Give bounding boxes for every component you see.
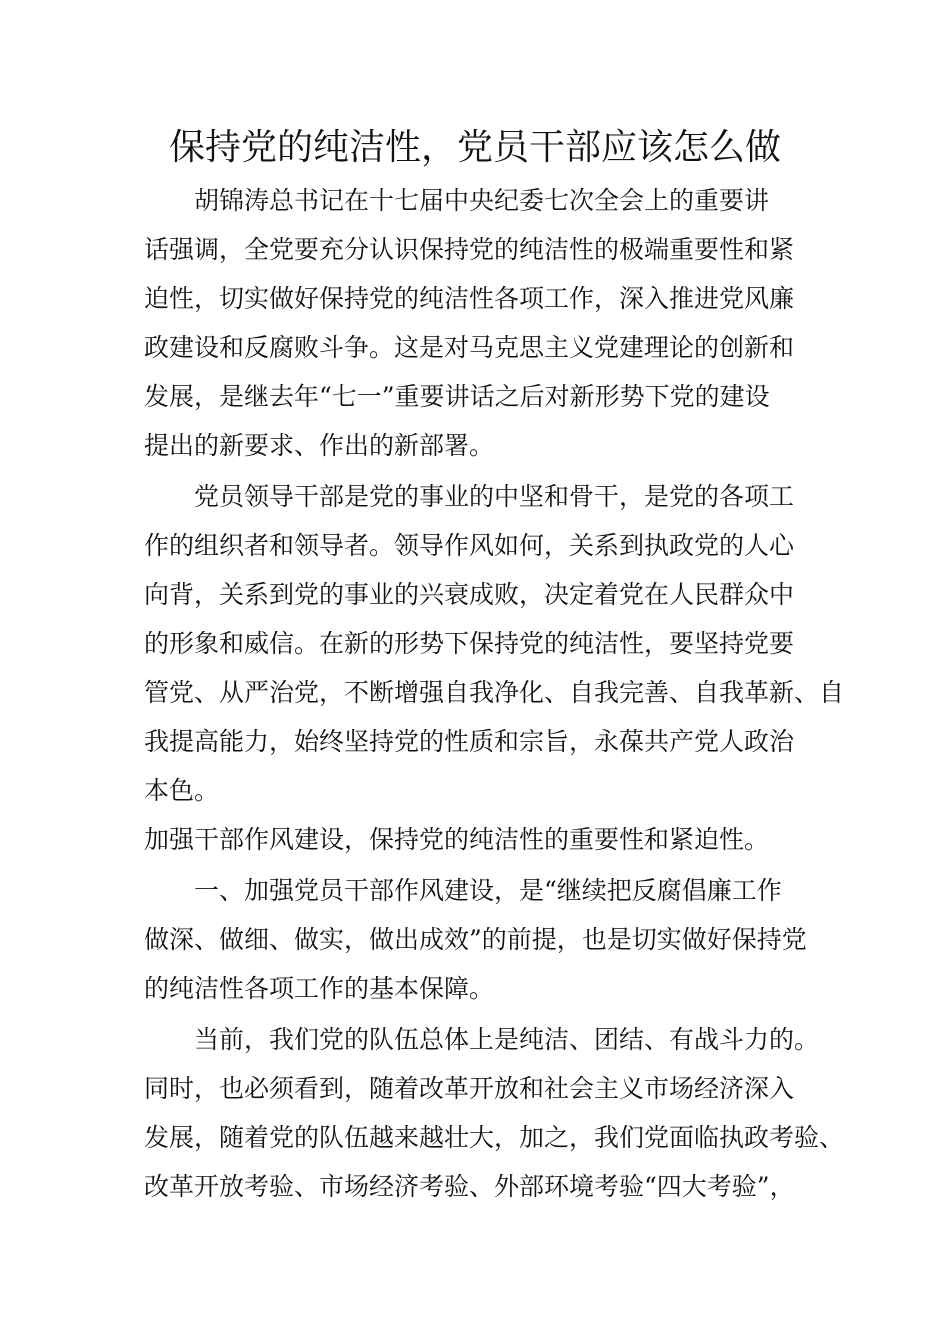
document-title: 保持党的纯洁性，党员干部应该怎么做 xyxy=(168,127,781,168)
paragraph-line: 发展，随着党的队伍越来越壮大，加之，我们党面临执政考验、 xyxy=(144,1123,845,1152)
paragraph-line: 同时，也必须看到，随着改革开放和社会主义市场经济深入 xyxy=(144,1074,795,1103)
paragraph-line: 话强调，全党要充分认识保持党的纯洁性的极端重要性和紧 xyxy=(144,235,795,264)
paragraph-line: 管党、从严治党，不断增强自我净化、自我完善、自我革新、自 xyxy=(144,678,845,707)
paragraph-line: 加强干部作风建设，保持党的纯洁性的重要性和紧迫性。 xyxy=(144,825,770,854)
paragraph-line: 我提高能力，始终坚持党的性质和宗旨，永葆共产党人政治 xyxy=(144,727,795,756)
paragraph-line: 政建设和反腐败斗争。这是对马克思主义党建理论的创新和 xyxy=(144,333,795,362)
paragraph-line: 一、加强党员干部作风建设，是“继续把反腐倡廉工作 xyxy=(194,876,782,905)
document-body xyxy=(144,176,845,1211)
paragraph-line: 改革开放考验、市场经济考验、外部环境考验“四大考验”， xyxy=(144,1172,795,1201)
paragraph-line: 的纯洁性各项工作的基本保障。 xyxy=(144,974,495,1003)
paragraph-line: 向背，关系到党的事业的兴衰成败，决定着党在人民群众中 xyxy=(144,580,795,609)
paragraph-line: 胡锦涛总书记在十七届中央纪委七次全会上的重要讲 xyxy=(194,186,770,215)
paragraph-line: 做深、做细、做实，做出成效”的前提，也是切实做好保持党 xyxy=(144,925,807,954)
paragraph-line: 发展，是继去年“七一”重要讲话之后对新形势下党的建设 xyxy=(144,382,770,411)
paragraph-line: 本色。 xyxy=(144,776,220,805)
paragraph-line: 提出的新要求、作出的新部署。 xyxy=(144,431,495,460)
paragraph-line: 迫性，切实做好保持党的纯洁性各项工作，深入推进党风廉 xyxy=(144,284,795,313)
paragraph-line: 当前，我们党的队伍总体上是纯洁、团结、有战斗力的。 xyxy=(194,1025,820,1054)
paragraph-line: 党员领导干部是党的事业的中坚和骨干，是党的各项工 xyxy=(194,482,795,511)
paragraph-line: 的形象和威信。在新的形势下保持党的纯洁性，要坚持党要 xyxy=(144,629,795,658)
paragraph-line: 作的组织者和领导者。领导作风如何，关系到执政党的人心 xyxy=(144,531,795,560)
